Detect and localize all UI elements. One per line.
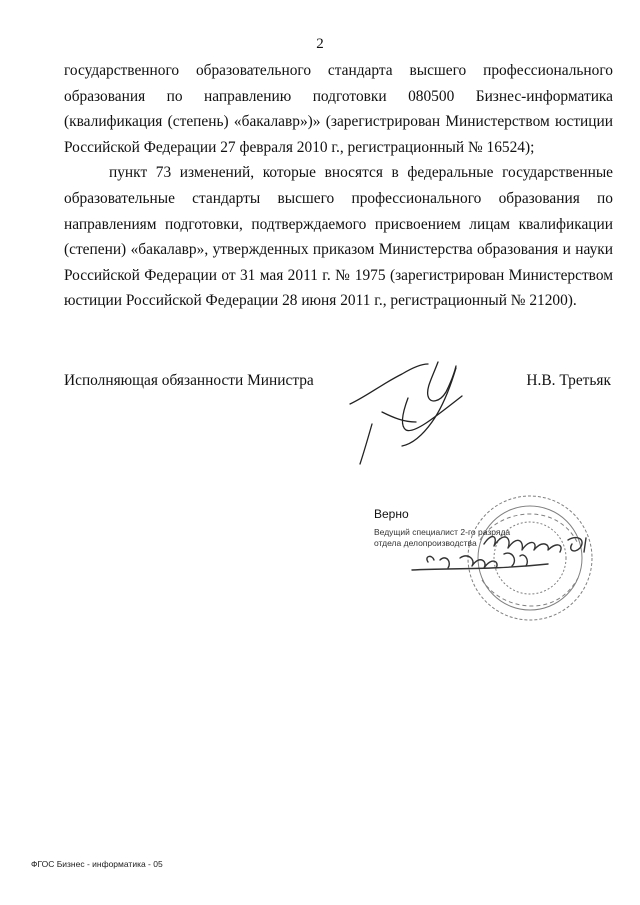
signatory-row (64, 372, 611, 390)
signatory-position: Исполняющая обязанности Министра (64, 372, 314, 389)
signatory-name: Н.В. Третьяк (526, 372, 611, 389)
document-body (64, 58, 613, 314)
document-footer: ФГОС Бизнес - информатика - 05 (31, 859, 163, 869)
paragraph-2: пункт 73 изменений, которые вносятся в федеральные государственные образовательные стандарты высшего профессионального образования по направлениям подготовки, подтверждаемого присвоением лицам квалификации (степени) «бакалавр», утвержденных приказом Министерства образования и науки Российской Федерации от 31 мая 2011 г. № 1975 (зарегистрирован Министерством юстиции Российской Федерации 28 июня 2011 г., регистрационный № 21200). (64, 164, 613, 310)
stamp-verno-label: Верно (374, 507, 409, 521)
paragraph-1: государственного образовательного стандарта высшего профессионального образования по направлению подготовки 080500 Бизнес-информатика (квалификация (степень) «бакалавр»)» (зарегистрирован Министерством юстиции Российской Федерации 27 февраля 2010 г., регистрационный № 16524); (64, 62, 613, 156)
handwritten-signature (342, 352, 472, 472)
stamp-department: отдела делопроизводства (374, 538, 477, 548)
stamp-specialist-title: Ведущий специалист 2-го разряда (374, 527, 511, 537)
certification-stamp (372, 480, 602, 630)
round-seal-stamp (372, 480, 602, 630)
page-number: 2 (316, 36, 324, 52)
